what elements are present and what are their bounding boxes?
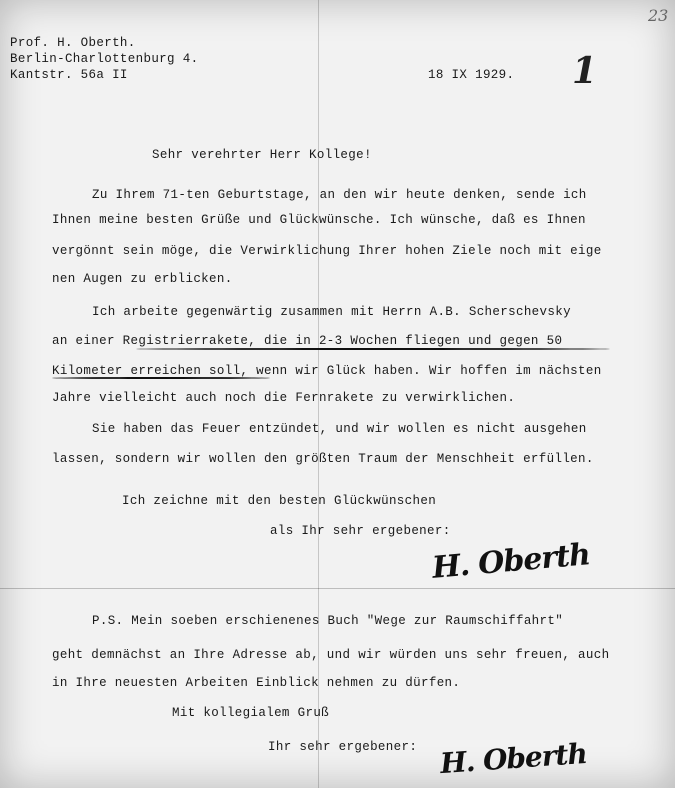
underline-mark — [52, 377, 270, 379]
body-line: nen Augen zu erblicken. — [52, 272, 233, 286]
sender-city: Berlin-Charlottenburg 4. — [10, 52, 199, 66]
body-line: vergönnt sein möge, die Verwirklichung Ihrer hohen Ziele noch mit eige — [52, 244, 602, 258]
fold-line-horizontal — [0, 588, 675, 589]
underline-mark — [136, 348, 610, 350]
ps-line: P.S. Mein soeben erschienenes Buch "Wege zur Raumschiffahrt" — [92, 614, 564, 628]
sender-name: Prof. H. Oberth. — [10, 36, 136, 50]
signature: H. Oberth — [430, 537, 592, 586]
letter-date: 18 IX 1929. — [428, 68, 515, 82]
signature: H. Oberth — [439, 736, 588, 781]
ps-closing-line: Mit kollegialem Gruß — [172, 706, 330, 720]
body-line: Ihnen meine besten Grüße und Glückwünsche. Ich wünsche, daß es Ihnen — [52, 213, 586, 227]
body-line: Kilometer erreichen soll, wenn wir Glück haben. Wir hoffen im nächsten — [52, 364, 602, 378]
ps-closing-line: Ihr sehr ergebener: — [268, 740, 418, 754]
page-number: 1 — [572, 50, 598, 92]
body-line: Sie haben das Feuer entzündet, und wir wollen es nicht ausgehen — [92, 422, 587, 436]
closing-line: als Ihr sehr ergebener: — [270, 524, 451, 538]
body-line: lassen, sondern wir wollen den größten Traum der Menschheit erfüllen. — [52, 452, 594, 466]
body-line: an einer Registrierrakete, die in 2-3 Wochen fliegen und gegen 50 — [52, 334, 563, 348]
body-line: Ich arbeite gegenwärtig zusammen mit Herrn A.B. Scherschevsky — [92, 305, 571, 319]
salutation: Sehr verehrter Herr Kollege! — [152, 148, 372, 162]
ps-line: geht demnächst an Ihre Adresse ab, und wir würden uns sehr freuen, auch — [52, 648, 610, 662]
body-line: Zu Ihrem 71-ten Geburtstage, an den wir heute denken, sende ich — [92, 188, 587, 202]
body-line: Jahre vielleicht auch noch die Fernrakete zu verwirklichen. — [52, 391, 516, 405]
sender-street: Kantstr. 56a II — [10, 68, 128, 82]
closing-line: Ich zeichne mit den besten Glückwünschen — [122, 494, 437, 508]
ps-line: in Ihre neuesten Arbeiten Einblick nehmen zu dürfen. — [52, 676, 461, 690]
page-reference-mark: 23 — [648, 6, 669, 25]
